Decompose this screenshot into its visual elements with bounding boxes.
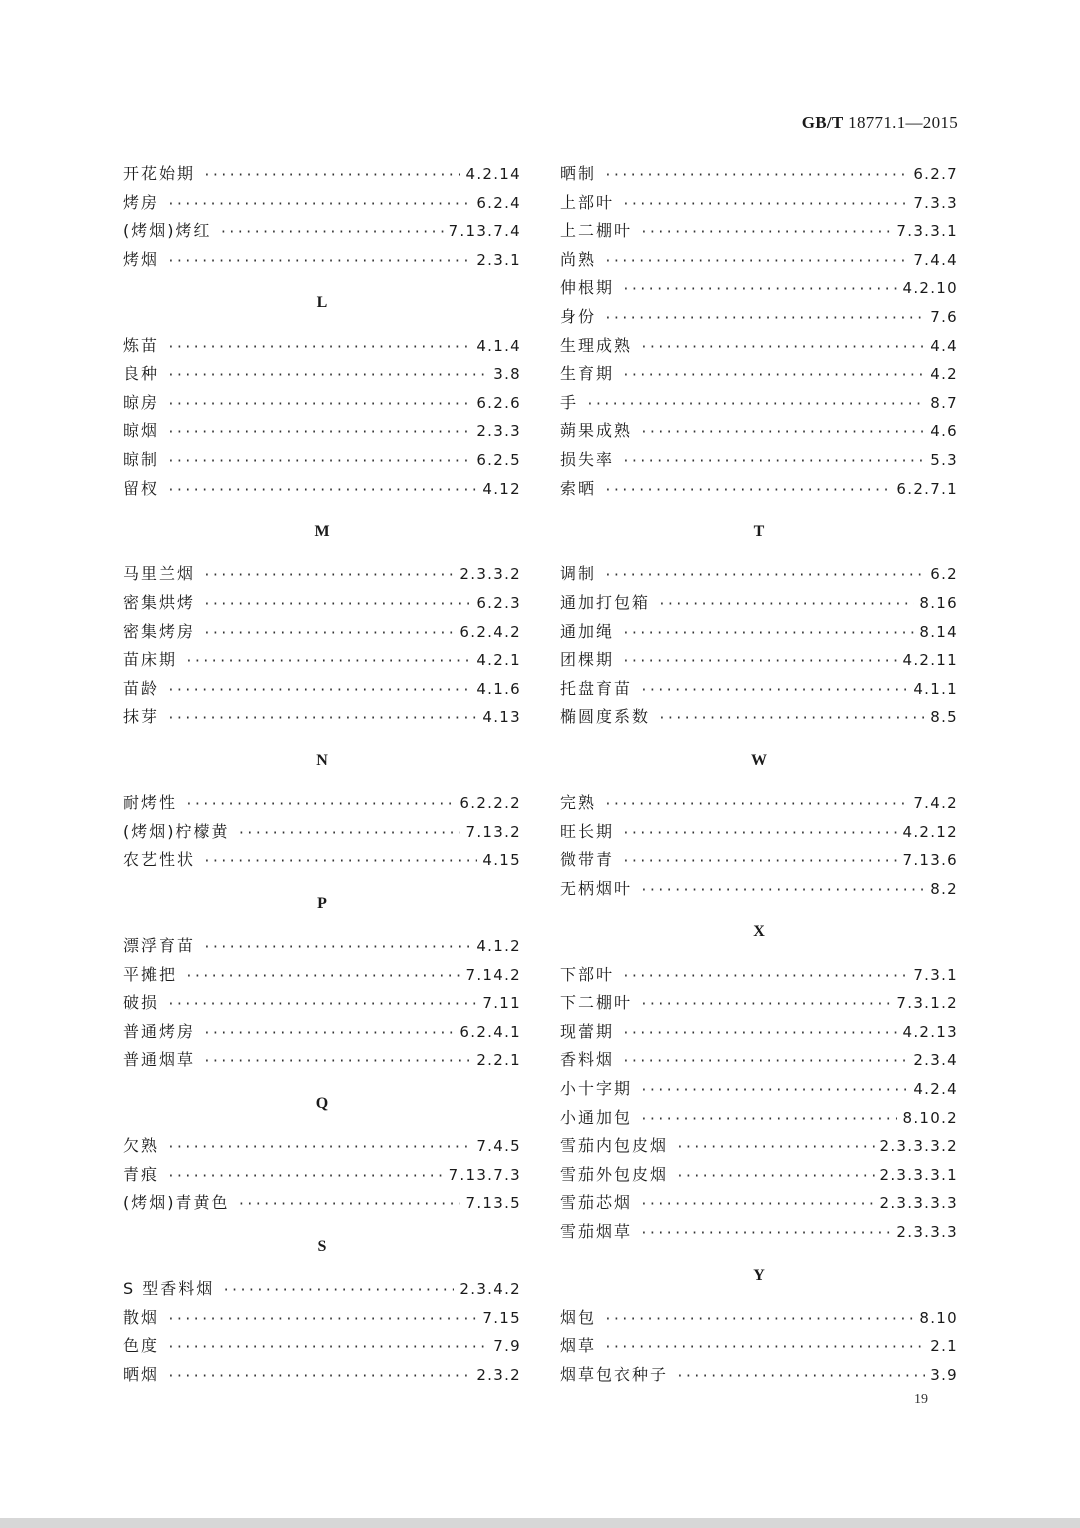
index-term: 晒制 <box>560 164 597 183</box>
index-term: 小通加包 <box>560 1107 633 1127</box>
dot-leader <box>167 1306 477 1335</box>
index-entry <box>560 560 958 589</box>
index-term: 损失率 <box>560 449 615 469</box>
clause-reference: 6.2.6 <box>476 393 521 412</box>
index-term: 马里兰烟 <box>123 564 196 584</box>
index-term: 手 <box>560 392 579 412</box>
clause-reference: 2.3.3 <box>476 422 521 441</box>
index-entry <box>560 417 958 446</box>
index-term: 通加打包箱 <box>560 592 651 612</box>
clause-reference: 8.14 <box>919 622 958 641</box>
index-entry <box>123 160 521 189</box>
clause-reference: 2.3.3.3 <box>896 1222 958 1241</box>
clause-reference: 2.3.4.2 <box>459 1280 521 1299</box>
index-entry <box>560 189 958 218</box>
index-term: (烤烟)烤红 <box>123 221 212 241</box>
dot-leader <box>167 477 477 506</box>
clause-reference: 7.3.1.2 <box>896 994 958 1013</box>
index-term: (烤烟)柠檬黄 <box>123 821 230 841</box>
dot-leader <box>658 591 914 620</box>
index-term: 烟草包衣种子 <box>560 1364 669 1384</box>
index-entry <box>123 1132 521 1161</box>
clause-reference: 2.2.1 <box>476 1051 521 1070</box>
clause-reference: 6.2.4 <box>476 193 521 212</box>
clause-reference: 6.2.7.1 <box>896 479 958 498</box>
index-letter-heading: S <box>317 1237 327 1255</box>
dot-leader <box>640 677 908 706</box>
index-entry <box>560 1132 958 1161</box>
index-entry <box>560 646 958 675</box>
dot-leader <box>167 1334 488 1363</box>
index-entry <box>123 846 521 875</box>
dot-leader <box>622 276 897 305</box>
index-entry <box>123 1361 521 1390</box>
dot-leader <box>640 877 925 906</box>
bottom-divider <box>0 1518 1080 1528</box>
index-entry <box>123 332 521 361</box>
clause-reference: 6.2.2.2 <box>459 794 521 813</box>
dot-leader <box>203 1048 471 1077</box>
index-term: 密集烘烤 <box>123 592 196 612</box>
clause-reference: 4.6 <box>930 422 958 441</box>
dot-leader <box>203 848 477 877</box>
dot-leader <box>640 419 925 448</box>
index-entry <box>560 274 958 303</box>
index-letter-heading: L <box>316 294 328 312</box>
index-term: 伸根期 <box>560 278 615 298</box>
clause-reference: 6.2.4.1 <box>459 1022 521 1041</box>
index-term: 无柄烟叶 <box>560 878 633 898</box>
index-term: 香料烟 <box>560 1050 615 1070</box>
index-entry <box>123 789 521 818</box>
index-entry <box>560 818 958 847</box>
index-entry <box>123 1332 521 1361</box>
clause-reference: 7.13.5 <box>465 1194 521 1213</box>
dot-leader <box>622 848 897 877</box>
dot-leader <box>604 791 908 820</box>
index-entry <box>123 961 521 990</box>
dot-leader <box>604 162 908 191</box>
index-term: 微带青 <box>560 850 615 870</box>
dot-leader <box>604 477 891 506</box>
index-entry <box>123 446 521 475</box>
clause-reference: 4.2.14 <box>465 165 521 183</box>
clause-reference: 7.6 <box>930 307 958 326</box>
clause-reference: 7.4.4 <box>913 250 958 269</box>
index-term: 破损 <box>123 993 160 1013</box>
clause-reference: 4.2.1 <box>476 651 521 670</box>
index-entry <box>560 961 958 990</box>
dot-leader <box>604 305 925 334</box>
index-term: 留杈 <box>123 478 160 498</box>
dot-leader <box>640 219 891 248</box>
dot-leader <box>167 1363 471 1392</box>
index-letter-heading: P <box>317 894 327 912</box>
dot-leader <box>185 648 471 677</box>
index-entry <box>560 1218 958 1247</box>
index-term: 农艺性状 <box>123 850 196 870</box>
index-entry <box>560 618 958 647</box>
index-entry <box>123 703 521 732</box>
clause-reference: 6.2.7 <box>913 165 958 183</box>
dot-leader <box>203 562 454 591</box>
clause-reference: 4.2.4 <box>913 1080 958 1098</box>
index-term: 苗床期 <box>123 650 178 670</box>
index-term: 耐烤性 <box>123 793 178 813</box>
index-term: 炼苗 <box>123 335 160 355</box>
standard-number: 18771.1—2015 <box>848 113 958 132</box>
dot-leader <box>167 1134 471 1163</box>
dot-leader <box>586 391 925 420</box>
clause-reference: 4.4 <box>930 336 958 355</box>
index-letter-heading: N <box>316 751 328 769</box>
clause-reference: 4.15 <box>482 851 521 870</box>
index-term: 雪茄芯烟 <box>560 1193 633 1213</box>
index-term: 雪茄烟草 <box>560 1221 633 1241</box>
clause-reference: 8.16 <box>919 593 958 612</box>
index-term: 普通烤房 <box>123 1021 196 1041</box>
index-term: 烤烟 <box>123 249 160 269</box>
clause-reference: 2.3.4 <box>913 1051 958 1070</box>
clause-reference: 8.7 <box>930 393 958 412</box>
index-entry <box>560 475 958 504</box>
dot-leader <box>622 1020 897 1049</box>
index-term: 索晒 <box>560 478 597 498</box>
index-term: 散烟 <box>123 1307 160 1327</box>
index-term: (烤烟)青黄色 <box>123 1193 230 1213</box>
dot-leader <box>167 362 488 391</box>
index-entry <box>123 675 521 704</box>
clause-reference: 4.2.12 <box>902 822 958 841</box>
clause-reference: 2.3.3.3.3 <box>879 1194 958 1213</box>
index-letter-heading: Y <box>753 1266 765 1284</box>
index-term: S 型香料烟 <box>123 1279 215 1299</box>
dot-leader <box>238 1191 461 1220</box>
index-entry <box>560 875 958 904</box>
clause-reference: 6.2.5 <box>476 450 521 469</box>
index-term: 普通烟草 <box>123 1050 196 1070</box>
dot-leader <box>203 162 460 191</box>
index-term: 旺长期 <box>560 821 615 841</box>
dot-leader <box>622 448 925 477</box>
index-entry <box>560 389 958 418</box>
index-term: 烤房 <box>123 192 160 212</box>
index-term: 苗龄 <box>123 678 160 698</box>
clause-reference: 7.15 <box>482 1308 521 1327</box>
clause-reference: 7.3.1 <box>913 965 958 984</box>
index-term: 下部叶 <box>560 964 615 984</box>
dot-leader <box>220 219 444 248</box>
dot-leader <box>640 1106 897 1135</box>
index-entry <box>560 703 958 732</box>
dot-leader <box>658 705 925 734</box>
index-entry <box>560 217 958 246</box>
clause-reference: 4.1.2 <box>476 937 521 956</box>
index-term: 良种 <box>123 364 160 384</box>
clause-reference: 7.13.2 <box>465 822 521 841</box>
index-entry <box>123 618 521 647</box>
clause-reference: 4.12 <box>482 479 521 498</box>
clause-reference: 7.11 <box>482 994 521 1013</box>
dot-leader <box>604 1334 925 1363</box>
dot-leader <box>185 791 454 820</box>
dot-leader <box>185 963 460 992</box>
clause-reference: 4.2.13 <box>902 1022 958 1041</box>
clause-reference: 7.9 <box>493 1337 521 1356</box>
index-entry <box>560 1104 958 1133</box>
dot-leader <box>203 591 471 620</box>
index-entry <box>123 389 521 418</box>
index-term: 平摊把 <box>123 964 178 984</box>
dot-leader <box>167 391 471 420</box>
dot-leader <box>167 991 477 1020</box>
index-entry <box>123 932 521 961</box>
index-entry <box>123 1018 521 1047</box>
dot-leader <box>167 677 471 706</box>
index-entry <box>560 360 958 389</box>
clause-reference: 4.1.1 <box>913 679 958 698</box>
dot-leader <box>622 1048 908 1077</box>
dot-leader <box>203 1020 454 1049</box>
index-entry <box>560 1189 958 1218</box>
clause-reference: 3.9 <box>930 1365 958 1384</box>
clause-reference: 4.2.11 <box>902 651 958 670</box>
index-letter-heading: T <box>753 523 765 541</box>
index-term: 蒴果成熟 <box>560 421 633 441</box>
index-term: 开花始期 <box>123 164 196 183</box>
clause-reference: 7.4.2 <box>913 794 958 813</box>
dot-leader <box>640 1077 908 1106</box>
dot-leader <box>640 334 925 363</box>
index-term: 现蕾期 <box>560 1021 615 1041</box>
index-entry <box>560 1304 958 1333</box>
index-term: 身份 <box>560 306 597 326</box>
index-term: 上二棚叶 <box>560 221 633 241</box>
index-entry <box>560 846 958 875</box>
clause-reference: 8.2 <box>930 879 958 898</box>
clause-reference: 4.13 <box>482 708 521 727</box>
index-term: 晒烟 <box>123 1364 160 1384</box>
clause-reference: 4.2 <box>930 365 958 384</box>
dot-leader <box>203 934 471 963</box>
dot-leader <box>676 1163 874 1192</box>
index-term: 生理成熟 <box>560 335 633 355</box>
index-term: 调制 <box>560 564 597 584</box>
index-entry <box>123 589 521 618</box>
dot-leader <box>622 362 925 391</box>
index-entry <box>123 646 521 675</box>
index-term: 色度 <box>123 1336 160 1356</box>
dot-leader <box>622 620 914 649</box>
clause-reference: 5.3 <box>930 450 958 469</box>
index-entry <box>123 560 521 589</box>
dot-leader <box>604 248 908 277</box>
index-entry <box>560 1075 958 1104</box>
index-term: 密集烤房 <box>123 621 196 641</box>
index-term: 小十字期 <box>560 1079 633 1098</box>
dot-leader <box>167 419 471 448</box>
clause-reference: 2.1 <box>930 1337 958 1356</box>
dot-leader <box>622 963 908 992</box>
dot-leader <box>222 1277 454 1306</box>
index-column-right <box>560 160 958 1390</box>
index-entry <box>123 818 521 847</box>
standard-code <box>802 113 958 133</box>
index-letter-heading: M <box>314 523 330 541</box>
dot-leader <box>167 1163 444 1192</box>
index-entry <box>123 989 521 1018</box>
index-entry <box>560 332 958 361</box>
dot-leader <box>622 820 897 849</box>
dot-leader <box>676 1134 874 1163</box>
index-term: 欠熟 <box>123 1136 160 1156</box>
index-term: 烟包 <box>560 1307 597 1327</box>
index-term: 晾房 <box>123 392 160 412</box>
index-term: 雪茄内包皮烟 <box>560 1136 669 1156</box>
dot-leader <box>676 1363 925 1392</box>
index-entry <box>123 1046 521 1075</box>
clause-reference: 2.3.3.3.1 <box>879 1165 958 1184</box>
index-entry <box>123 475 521 504</box>
index-entry <box>123 246 521 275</box>
index-term: 团棵期 <box>560 650 615 670</box>
clause-reference: 4.1.4 <box>476 336 521 355</box>
index-term: 通加绳 <box>560 621 615 641</box>
clause-reference: 6.2 <box>930 565 958 584</box>
index-entry <box>560 160 958 189</box>
index-letter-heading: Q <box>315 1095 329 1112</box>
index-column-left <box>123 160 521 1390</box>
dot-leader <box>167 705 477 734</box>
page-number: 19 <box>914 1392 928 1407</box>
clause-reference: 2.3.3.3.2 <box>879 1137 958 1156</box>
index-entry <box>560 1018 958 1047</box>
index-entry <box>123 1189 521 1218</box>
index-entry <box>560 789 958 818</box>
index-term: 青痕 <box>123 1164 160 1184</box>
index-entry <box>123 189 521 218</box>
dot-leader <box>203 620 454 649</box>
clause-reference: 6.2.3 <box>476 593 521 612</box>
index-entry <box>560 675 958 704</box>
index-entry <box>560 1361 958 1390</box>
clause-reference: 6.2.4.2 <box>459 622 521 641</box>
index-entry <box>560 589 958 618</box>
index-entry <box>123 217 521 246</box>
standard-prefix: GB/T <box>801 113 844 132</box>
index-entry <box>560 1161 958 1190</box>
clause-reference: 8.10 <box>919 1308 958 1327</box>
index-term: 上部叶 <box>560 192 615 212</box>
index-term: 烟草 <box>560 1336 597 1356</box>
clause-reference: 2.3.3.2 <box>459 565 521 584</box>
clause-reference: 7.13.7.3 <box>448 1165 521 1184</box>
clause-reference: 2.3.1 <box>476 250 521 269</box>
index-entry <box>123 1275 521 1304</box>
dot-leader <box>238 820 461 849</box>
clause-reference: 7.13.7.4 <box>448 222 521 241</box>
clause-reference: 4.1.6 <box>476 679 521 698</box>
index-entry <box>123 1161 521 1190</box>
index-entry <box>560 303 958 332</box>
dot-leader <box>640 1220 891 1249</box>
clause-reference: 7.4.5 <box>476 1137 521 1156</box>
index-term: 完熟 <box>560 793 597 813</box>
index-term: 椭圆度系数 <box>560 707 651 727</box>
index-term: 晾制 <box>123 449 160 469</box>
dot-leader <box>622 648 897 677</box>
dot-leader <box>640 1191 874 1220</box>
index-term: 生育期 <box>560 364 615 384</box>
clause-reference: 7.13.6 <box>902 851 958 870</box>
dot-leader <box>167 248 471 277</box>
clause-reference: 4.2.10 <box>902 279 958 298</box>
index-term: 下二棚叶 <box>560 993 633 1013</box>
index-term: 漂浮育苗 <box>123 936 196 956</box>
clause-reference: 7.14.2 <box>465 965 521 984</box>
dot-leader <box>622 191 908 220</box>
index-entry <box>560 1046 958 1075</box>
dot-leader <box>604 562 925 591</box>
index-entry <box>123 360 521 389</box>
clause-reference: 8.5 <box>930 708 958 727</box>
dot-leader <box>167 448 471 477</box>
dot-leader <box>604 1306 914 1335</box>
index-letter-heading: W <box>751 751 767 769</box>
clause-reference: 7.3.3 <box>913 193 958 212</box>
index-entry <box>560 1332 958 1361</box>
index-entry <box>123 417 521 446</box>
index-term: 晾烟 <box>123 421 160 441</box>
clause-reference: 3.8 <box>493 365 521 384</box>
clause-reference: 8.10.2 <box>902 1108 958 1127</box>
clause-reference: 2.3.2 <box>476 1365 521 1384</box>
index-entry <box>123 1304 521 1333</box>
index-entry <box>560 246 958 275</box>
index-entry <box>560 989 958 1018</box>
index-entry <box>560 446 958 475</box>
index-term: 雪茄外包皮烟 <box>560 1164 669 1184</box>
dot-leader <box>640 991 891 1020</box>
index-term: 托盘育苗 <box>560 678 633 698</box>
index-term: 抹芽 <box>123 707 160 727</box>
dot-leader <box>167 334 471 363</box>
index-term: 尚熟 <box>560 249 597 269</box>
dot-leader <box>167 191 471 220</box>
clause-reference: 7.3.3.1 <box>896 222 958 241</box>
index-letter-heading: X <box>753 923 765 941</box>
